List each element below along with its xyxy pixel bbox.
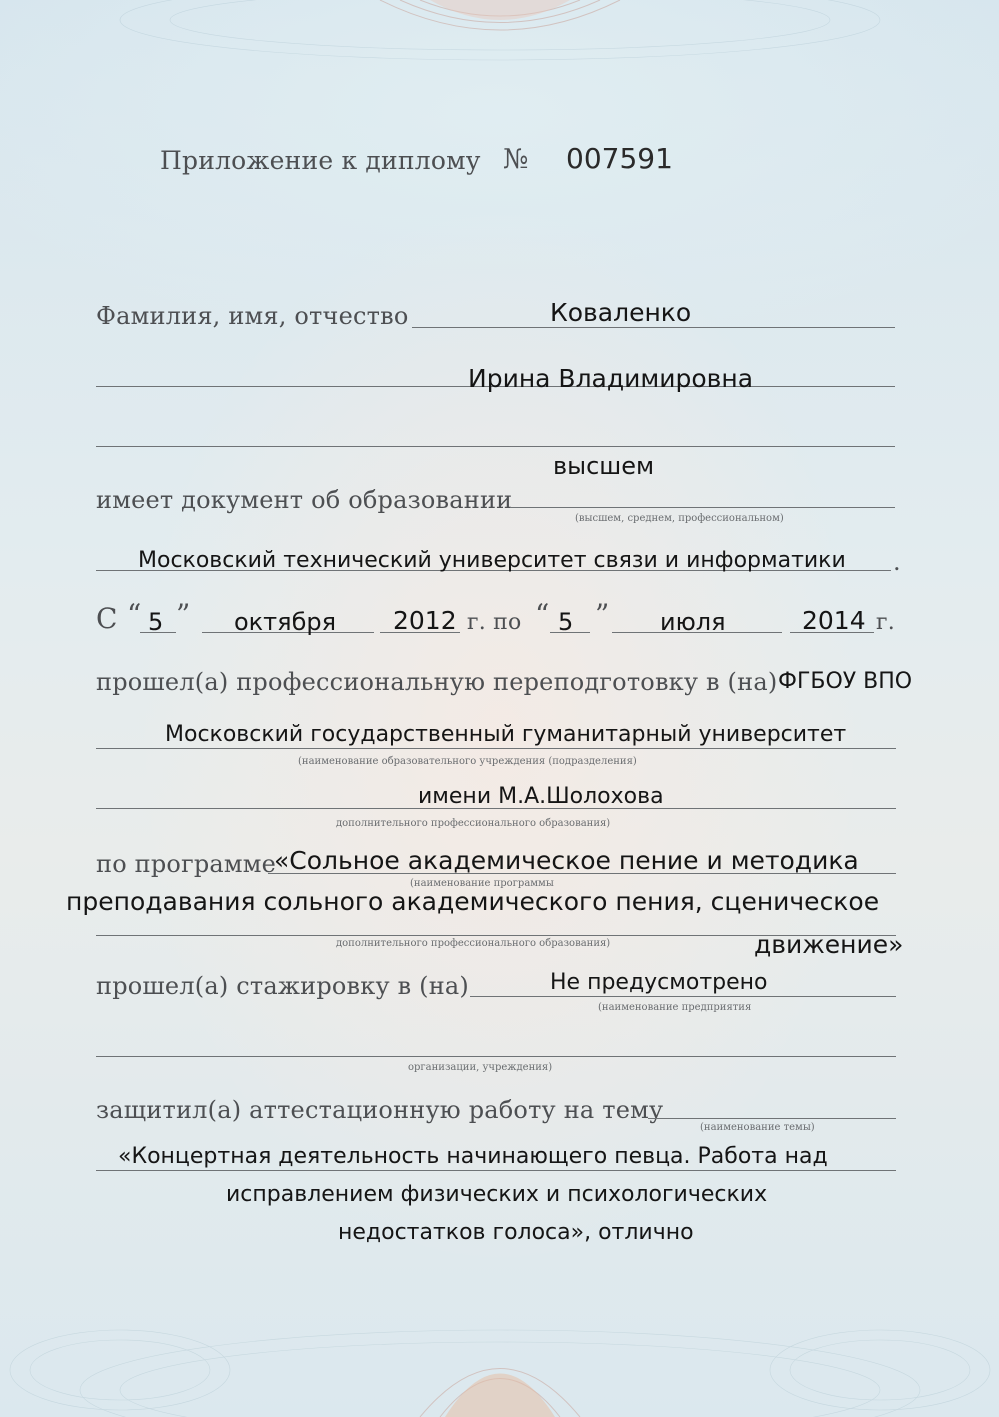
education-level: высшем: [553, 452, 655, 480]
from-day: 5: [148, 608, 164, 636]
thesis-line1: «Концертная деятельность начинающего певца. Работа над: [118, 1144, 828, 1169]
fio-surname: Коваленко: [550, 298, 692, 327]
institution-name: Московский технический университет связи и информатики: [138, 548, 846, 573]
internship-hint-1: (наименование предприятия: [598, 1002, 752, 1013]
internship-value: Не предусмотрено: [550, 970, 768, 995]
from-day-line: [140, 632, 176, 633]
thesis-line2: исправлением физических и психологических: [226, 1182, 768, 1207]
internship-line-1: [470, 996, 896, 997]
from-year: 2012: [393, 606, 457, 635]
thesis-line-1: [648, 1118, 896, 1119]
education-label: имеет документ об образовании: [96, 486, 513, 514]
internship-line-2: [96, 1056, 896, 1057]
retraining-org-line1: Московский государственный гуманитарный университет: [165, 722, 847, 747]
program-hint-1: (наименование программы: [410, 878, 554, 889]
education-line: [510, 507, 895, 508]
number-sign: №: [503, 144, 529, 175]
fio-line-1: [412, 327, 895, 328]
period-from-label: С: [96, 602, 118, 635]
internship-hint-2: организации, учреждения): [408, 1062, 553, 1073]
thesis-line3: недостатков голоса», отлично: [338, 1220, 694, 1245]
fio-label: Фамилия, имя, отчество: [96, 302, 409, 330]
year-suffix-2: г.: [876, 610, 895, 635]
thesis-label: защитил(а) аттестационную работу на тему: [96, 1096, 664, 1124]
year-suffix-1: г. по: [467, 610, 522, 635]
education-level-hint: (высшем, среднем, профессиональном): [575, 513, 784, 524]
program-line2: преподавания сольного академического пения, сценическое: [66, 887, 880, 916]
program-label: по программе: [96, 850, 277, 878]
fio-name-patronymic: Ирина Владимировна: [468, 364, 754, 393]
to-day-line: [550, 632, 590, 633]
from-month: октября: [234, 608, 337, 636]
retraining-line-1: [96, 748, 896, 749]
program-line3: движение»: [754, 930, 904, 959]
program-hint-2: дополнительного профессионального образования): [336, 938, 611, 949]
document-number: 007591: [566, 142, 673, 175]
document-title: Приложение к диплому: [160, 146, 481, 175]
retraining-org-short: ФГБОУ ВПО: [778, 669, 913, 694]
retraining-hint-2: дополнительного профессионального образования): [336, 818, 611, 829]
close-quote-1: ”: [176, 598, 191, 631]
open-quote-2: “: [535, 598, 550, 631]
thesis-hint: (наименование темы): [700, 1122, 815, 1133]
to-day: 5: [558, 608, 574, 636]
program-line1: «Сольное академическое пение и методика: [274, 846, 859, 875]
internship-label: прошел(а) стажировку в (на): [96, 972, 469, 1000]
close-quote-2: ”: [595, 598, 610, 631]
retraining-org-line2: имени М.А.Шолохова: [418, 784, 664, 809]
institution-end: .: [893, 548, 901, 576]
thesis-line-2: [96, 1170, 896, 1171]
fio-line-3: [96, 446, 895, 447]
open-quote-1: “: [127, 598, 142, 631]
to-year: 2014: [802, 606, 866, 635]
retraining-hint-1: (наименование образовательного учреждения (подразделения): [298, 756, 637, 767]
to-month: июля: [660, 608, 726, 636]
retraining-label: прошел(а) профессиональную переподготовку в (на): [96, 668, 778, 696]
